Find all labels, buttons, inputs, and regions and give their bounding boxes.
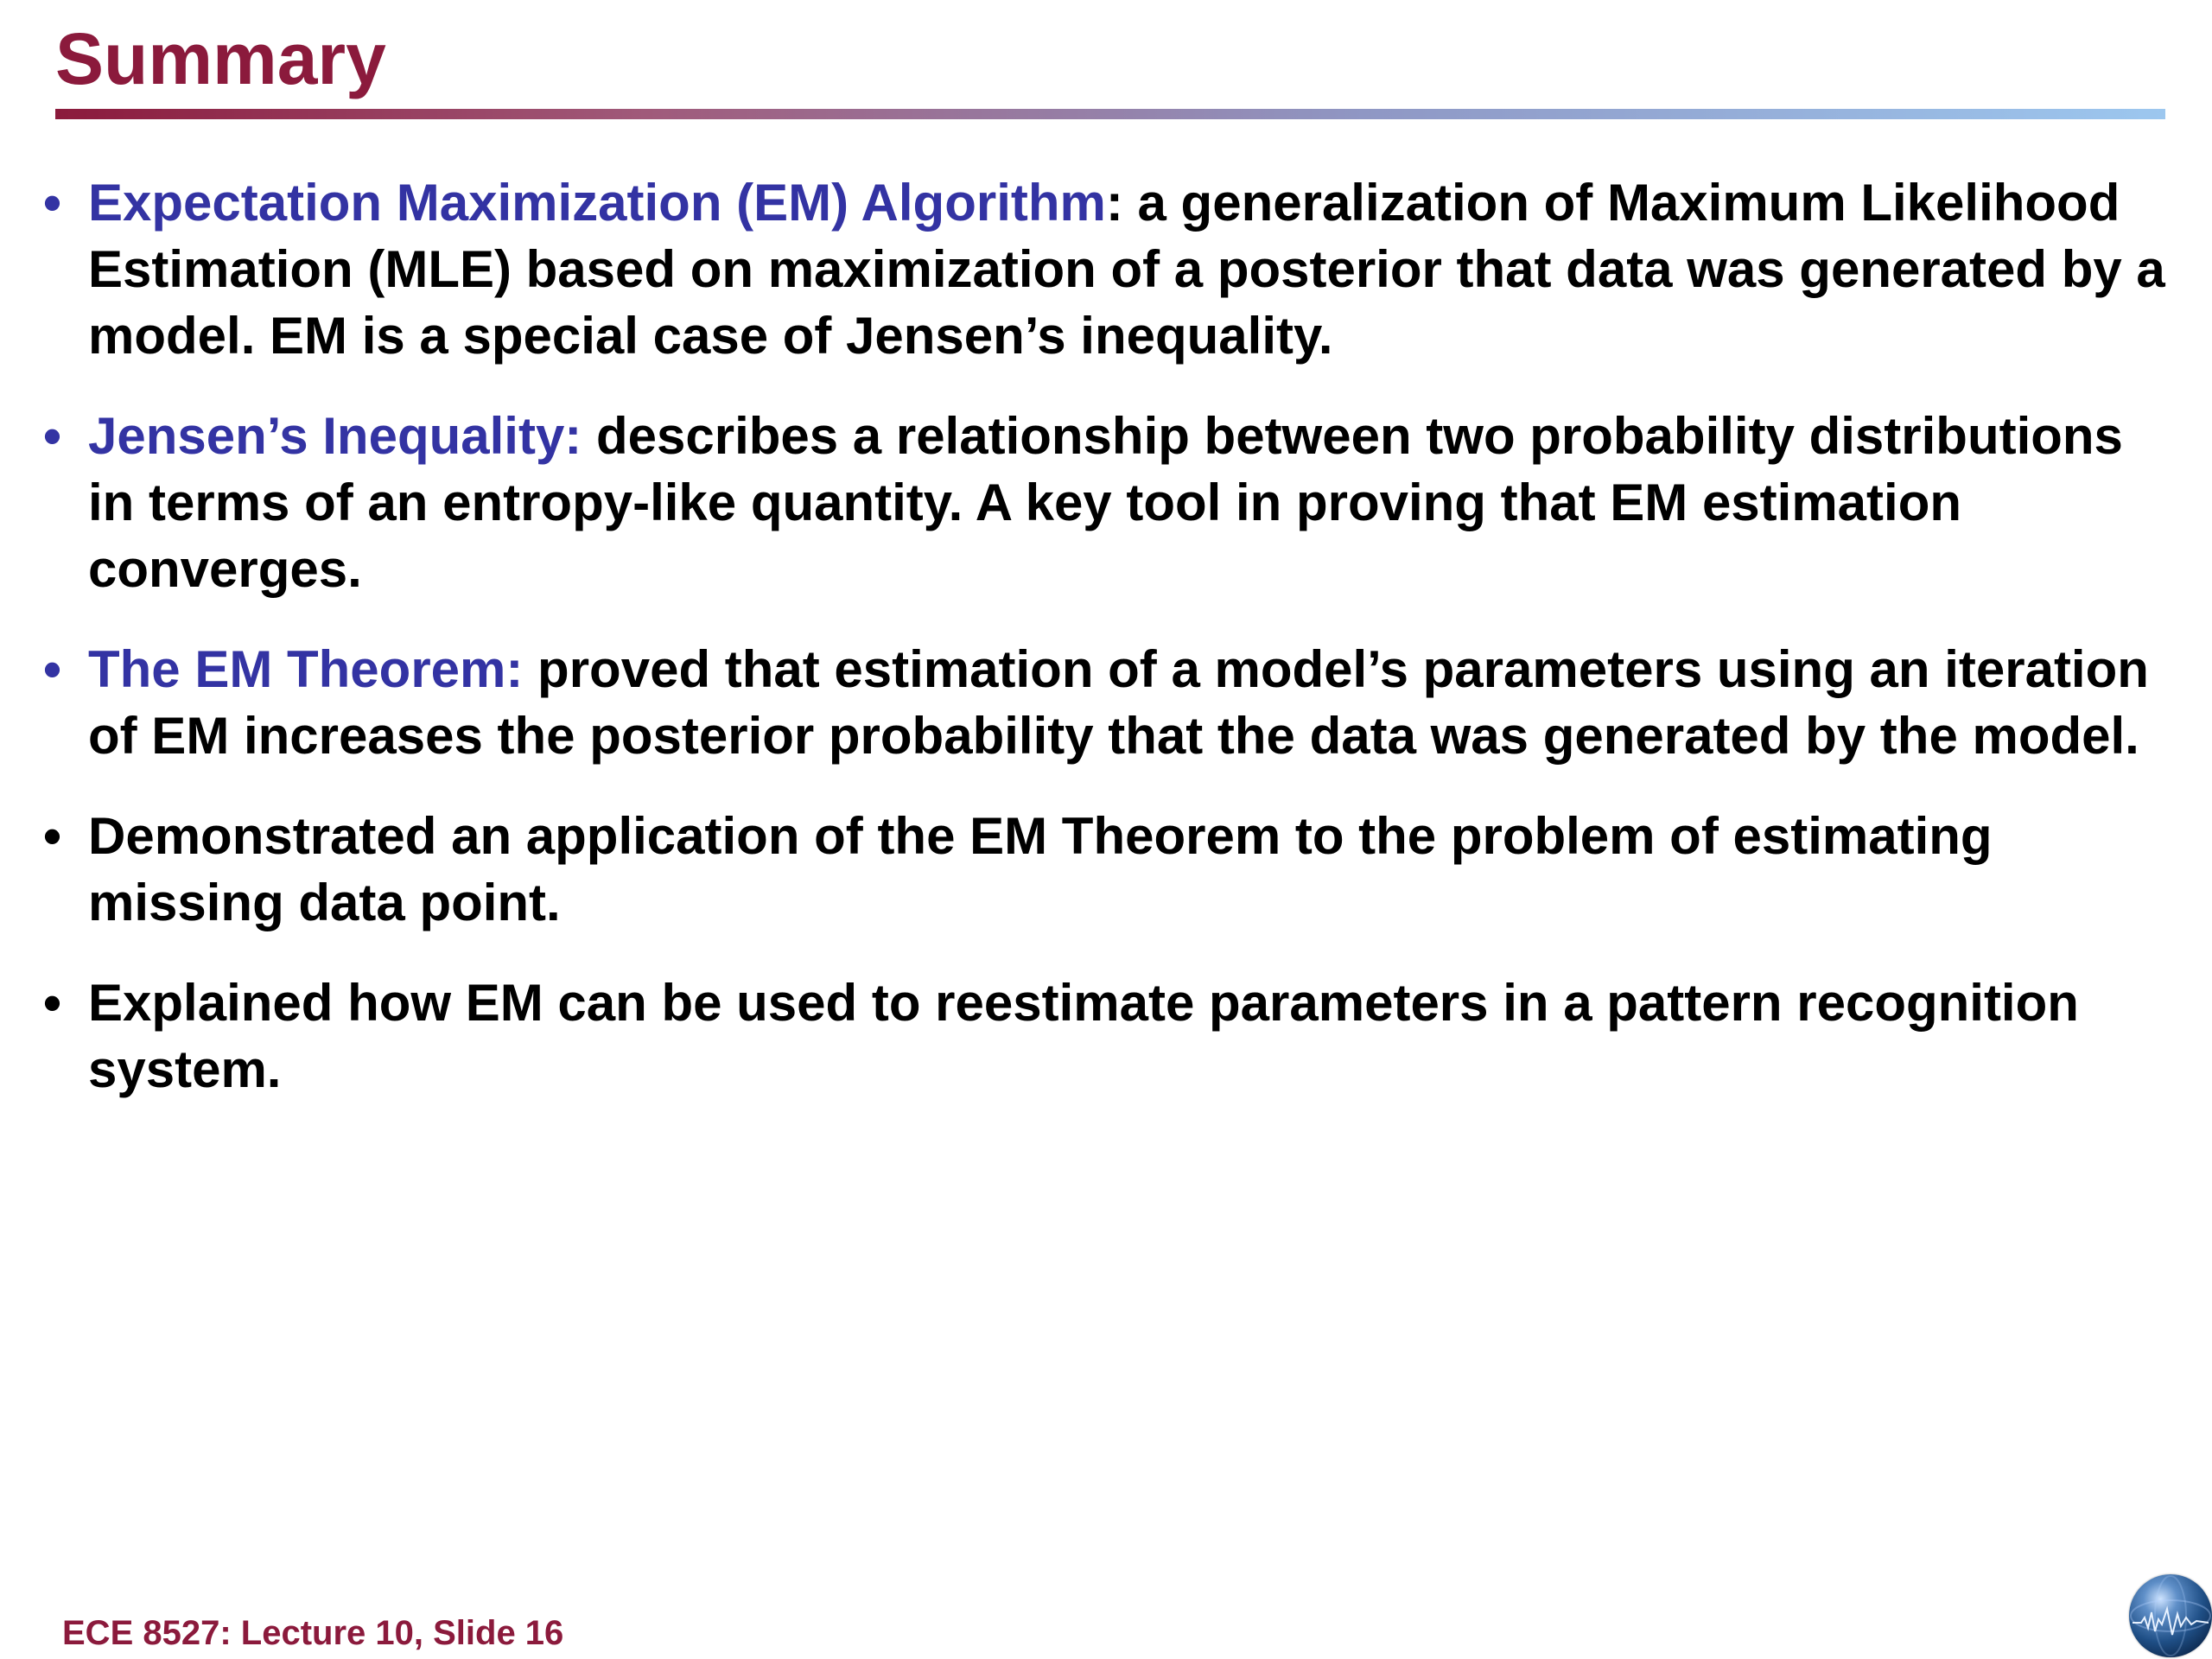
bullet-text: Demonstrated an application of the EM Theorem to the problem of estimating missing data point.: [88, 807, 1993, 931]
bullet-text: Explained how EM can be used to reestimate parameters in a pattern recognition system.: [88, 974, 2079, 1098]
bullet-term: Expectation Maximization (EM) Algorithm: [88, 174, 1106, 232]
bullet-item-application: [43, 803, 2169, 936]
bullet-dot-icon: •: [43, 807, 62, 865]
bullet-item-jensens-inequality: [43, 403, 2169, 602]
bullet-item-em-algorithm: [43, 169, 2169, 369]
slide-footer: ECE 8527: Lecture 10, Slide 16: [62, 1614, 564, 1652]
globe-logo-icon: [2129, 1574, 2212, 1657]
bullet-list: [43, 169, 2169, 1136]
bullet-text: : a generalization of Maximum Likelihood Estimation (MLE) based on maximization of a posterior that data was generated by a model. EM is a special case of Jensen’s inequality.: [88, 174, 2165, 365]
slide-title: Summary: [55, 18, 386, 99]
bullet-term: The EM Theorem:: [88, 640, 524, 698]
bullet-dot-icon: •: [43, 640, 62, 698]
bullet-item-em-theorem: [43, 636, 2169, 769]
bullet-dot-icon: •: [43, 974, 62, 1032]
bullet-text: proved that estimation of a model’s parameters using an iteration of EM increases the posterior probability that the data was generated by the model.: [88, 640, 2149, 765]
bullet-dot-icon: •: [43, 174, 62, 232]
bullet-text: describes a relationship between two probability distributions in terms of an entropy-like quantity. A key tool in proving that EM estimation converges.: [88, 407, 2123, 598]
bullet-item-reestimation: [43, 969, 2169, 1103]
globe-waveform-icon: [2129, 1574, 2212, 1657]
title-divider: [55, 109, 2165, 119]
bullet-dot-icon: •: [43, 407, 62, 465]
bullet-term: Jensen’s Inequality:: [88, 407, 582, 465]
